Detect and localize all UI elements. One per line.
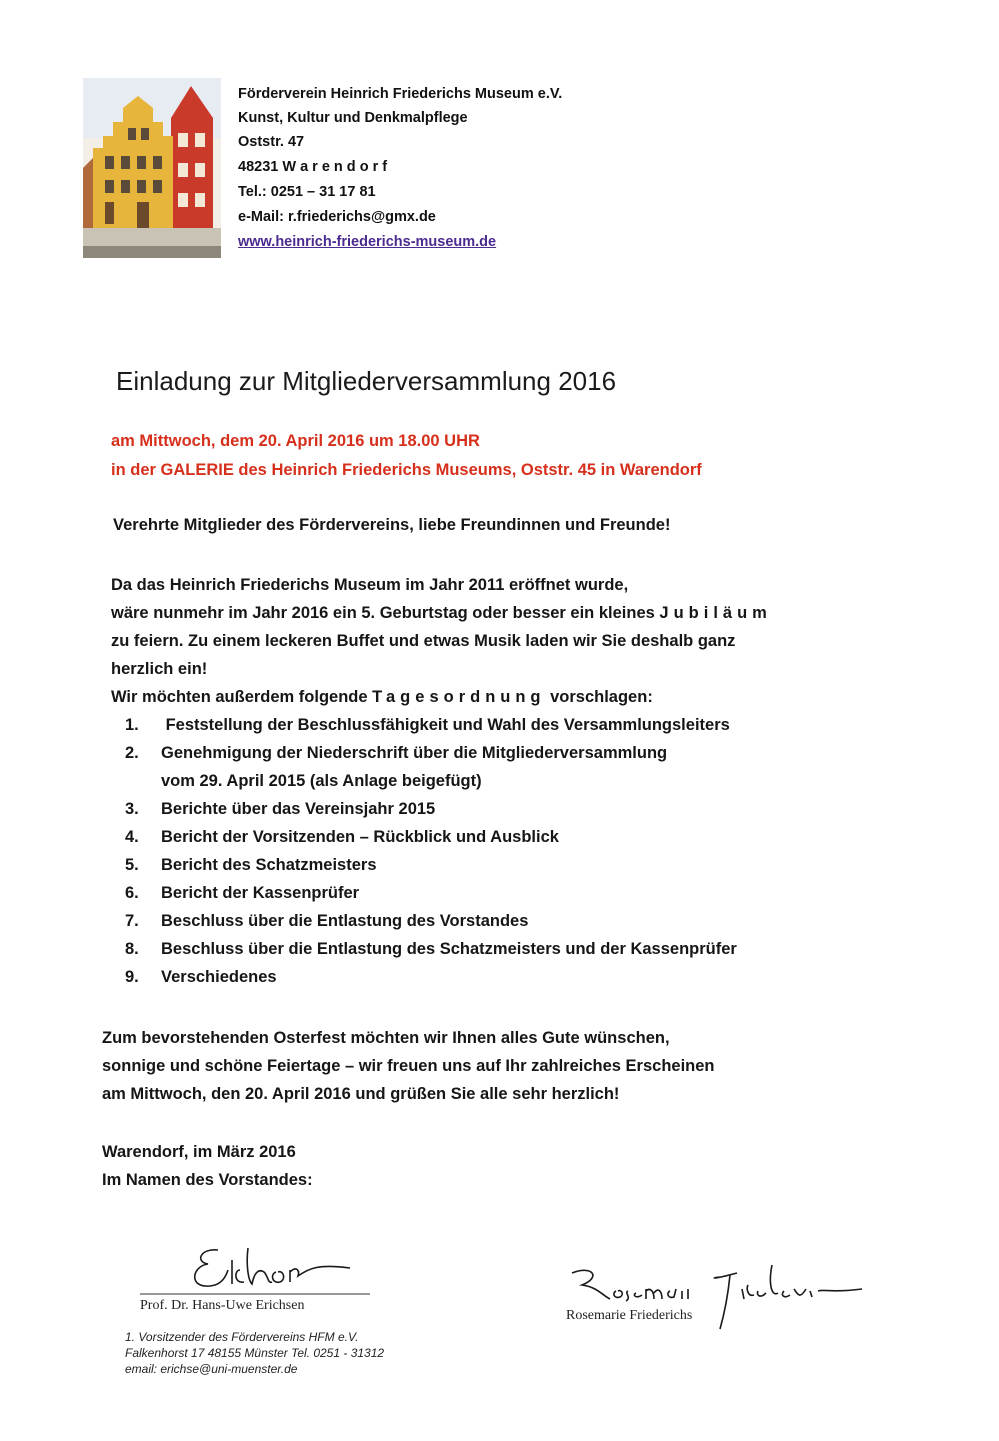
org-street: Oststr. 47	[238, 134, 305, 150]
agenda-number: 9.	[125, 968, 139, 986]
agenda-text: Bericht der Kassenprüfer	[161, 884, 360, 902]
agenda-item	[125, 772, 737, 800]
agenda-number: 1.	[125, 716, 139, 734]
closing-line-1: Zum bevorstehenden Osterfest möchten wir Ihnen alles Gute wünschen,	[102, 1029, 670, 1047]
intro-line-5	[111, 688, 653, 707]
agenda-item	[125, 716, 737, 744]
website-link[interactable]: www.heinrich-friederichs-museum.de	[238, 234, 497, 250]
signature-erichsen-icon	[140, 1240, 380, 1300]
signer-left-name: Prof. Dr. Hans-Uwe Erichsen	[140, 1298, 305, 1313]
agenda-item	[125, 828, 737, 856]
event-location: in der GALERIE des Heinrich Friederichs Museums, Oststr. 45 in Warendorf	[111, 461, 702, 479]
intro-line-5-start: Wir möchten außerdem folgende	[111, 688, 368, 706]
salutation: Verehrte Mitglieder des Fördervereins, liebe Freundinnen und Freunde!	[113, 516, 671, 534]
agenda-text: Beschluss über die Entlastung des Vorstandes	[161, 912, 529, 930]
page-title: Einladung zur Mitgliederversammlung 2016	[116, 366, 617, 396]
intro-line-3: zu feiern. Zu einem leckeren Buffet und etwas Musik laden wir Sie deshalb ganz	[111, 632, 736, 650]
tagesordnung-word: Tagesordnung	[372, 688, 546, 706]
org-name: Förderverein Heinrich Friederichs Museum e.V.	[238, 86, 563, 102]
jubilaeum-word: Jubiläum	[659, 604, 772, 622]
agenda-item	[125, 968, 737, 996]
agenda-number: 4.	[125, 828, 139, 846]
intro-line-2-text: wäre nunmehr im Jahr 2016 ein 5. Geburtstag oder besser ein kleines	[111, 604, 655, 622]
org-city: 48231 W a r e n d o r f	[238, 159, 388, 175]
org-subtitle: Kunst, Kultur und Denkmalpflege	[238, 110, 468, 126]
on-behalf: Im Namen des Vorstandes:	[102, 1171, 313, 1189]
agenda-number: 7.	[125, 912, 139, 930]
website-link-wrap	[238, 230, 496, 254]
museum-building-painting-icon	[83, 78, 221, 258]
intro-line-1: Da das Heinrich Friederichs Museum im Jahr 2011 eröffnet wurde,	[111, 576, 629, 594]
signer-left-address: Falkenhorst 17 48155 Münster Tel. 0251 - 31312	[125, 1346, 385, 1360]
agenda-text: Feststellung der Beschlussfähigkeit und Wahl des Versammlungsleiters	[161, 716, 730, 734]
agenda-number: 5.	[125, 856, 139, 874]
agenda-number: 8.	[125, 940, 139, 958]
closing-line-2: sonnige und schöne Feiertage – wir freuen uns auf Ihr zahlreiches Erscheinen	[102, 1057, 715, 1075]
agenda-text: Genehmigung der Niederschrift über die Mitgliederversammlung	[161, 744, 668, 762]
agenda-item	[125, 912, 737, 940]
agenda-number: 2.	[125, 744, 139, 762]
agenda-item	[125, 744, 737, 772]
agenda-text: Verschiedenes	[161, 968, 277, 986]
agenda-list	[125, 716, 737, 996]
signer-right-name: Rosemarie Friederichs	[566, 1308, 693, 1323]
agenda-number: 3.	[125, 800, 139, 818]
agenda-item	[125, 884, 737, 912]
agenda-item	[125, 856, 737, 884]
event-date: am Mittwoch, dem 20. April 2016 um 18.00 UHR	[111, 432, 480, 450]
agenda-text: Bericht der Vorsitzenden – Rückblick und Ausblick	[161, 828, 559, 846]
intro-line-2	[111, 604, 772, 623]
agenda-text: Beschluss über die Entlastung des Schatzmeisters und der Kassenprüfer	[161, 940, 737, 958]
agenda-item	[125, 940, 737, 968]
agenda-number: 6.	[125, 884, 139, 902]
agenda-text: Berichte über das Vereinsjahr 2015	[161, 800, 436, 818]
signer-left-email: email: erichse@uni-muenster.de	[125, 1362, 298, 1376]
signer-left-role: 1. Vorsitzender des Fördervereins HFM e.V.	[125, 1330, 359, 1344]
org-phone: Tel.: 0251 – 31 17 81	[238, 184, 376, 200]
place-date: Warendorf, im März 2016	[102, 1143, 296, 1161]
closing-line-3: am Mittwoch, den 20. April 2016 und grüßen Sie alle sehr herzlich!	[102, 1085, 620, 1103]
intro-line-5-end: vorschlagen:	[550, 688, 653, 706]
intro-line-4: herzlich ein!	[111, 660, 208, 678]
org-email: e-Mail: r.friederichs@gmx.de	[238, 209, 436, 225]
agenda-item	[125, 800, 737, 828]
agenda-text: vom 29. April 2015 (als Anlage beigefügt)	[161, 772, 482, 790]
agenda-text: Bericht des Schatzmeisters	[161, 856, 377, 874]
